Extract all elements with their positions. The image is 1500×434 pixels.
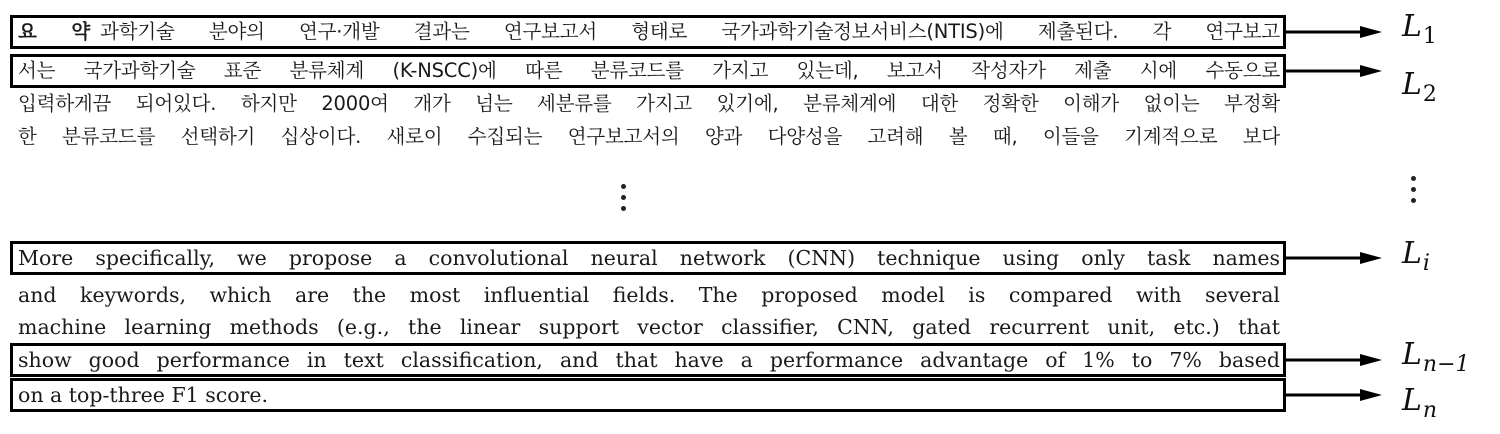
arrow-l2 <box>1286 65 1382 77</box>
label-l1-base: L <box>1402 9 1422 44</box>
label-l2-base: L <box>1402 67 1422 102</box>
english-line-3: machine learning methods (e.g., the linear support vector classifier, CNN, gated recurrent unit, etc.) that <box>18 315 1280 339</box>
korean-line-2: 서는 국가과학기술 표준 분류체계 (K-NSCC)에 따른 분류코드를 가지고 있는데, 보고서 작성자가 제출 시에 수동으로 <box>18 59 1280 82</box>
korean-line-1-text: 과학기술 분야의 연구·개발 결과는 연구보고서 형태로 국가과학기술정보서비스(NTIS)에 제출된다. 각 연구보고 <box>100 20 1280 43</box>
line-box-ln-1 <box>10 343 1286 377</box>
label-l2-sub: 2 <box>1422 82 1437 107</box>
arrow-ln <box>1286 389 1382 401</box>
middle-ellipsis <box>618 184 628 211</box>
korean-line-3: 입력하게끔 되어있다. 하지만 2000여 개가 넘는 세분류를 가지고 있기에, 분류체계에 대한 정확한 이해가 없이는 부정확 <box>18 92 1280 115</box>
label-li-sub-text: i <box>1422 251 1430 276</box>
label-l1-sub: 1 <box>1422 24 1437 49</box>
label-li-sub <box>1423 251 1430 276</box>
label-ln-1-sub <box>1423 352 1470 377</box>
arrow-l1 <box>1286 26 1382 38</box>
label-l1 <box>1402 10 1437 54</box>
arrow-ln-1 <box>1286 354 1382 366</box>
right-ellipsis <box>1408 176 1418 203</box>
label-l2 <box>1402 68 1437 112</box>
label-li <box>1402 237 1430 281</box>
english-line-2: and keywords, which are the most influential fields. The proposed model is compared with several <box>18 283 1280 307</box>
korean-line-4: 한 분류코드를 선택하기 십상이다. 새로이 수집되는 연구보고서의 양과 다양성을 고려해 볼 때, 이들을 기계적으로 보다 <box>18 125 1280 148</box>
line-box-li <box>10 241 1286 275</box>
line-box-l1 <box>10 15 1286 49</box>
label-ln-1-base: L <box>1402 337 1422 372</box>
label-ln-sub <box>1423 398 1437 423</box>
label-ln-base: L <box>1402 383 1422 418</box>
line-box-l2 <box>10 54 1286 88</box>
label-ln-1-sub-text: n−1 <box>1422 352 1470 377</box>
english-line-5: on a top-three F1 score. <box>18 383 269 407</box>
line-box-ln <box>10 378 1286 412</box>
english-line-1: More specifically, we propose a convolutional neural network (CNN) technique using only task names <box>18 246 1280 270</box>
arrow-li <box>1286 252 1382 264</box>
label-li-base: L <box>1402 236 1422 271</box>
label-ln-sub-text: n <box>1422 398 1438 423</box>
label-ln-1 <box>1402 338 1470 382</box>
english-line-4: show good performance in text classification, and that have a performance advantage of 1% to 7% based <box>18 348 1280 372</box>
korean-abstract-lead: 요 약 <box>18 20 91 43</box>
label-ln <box>1402 384 1437 428</box>
